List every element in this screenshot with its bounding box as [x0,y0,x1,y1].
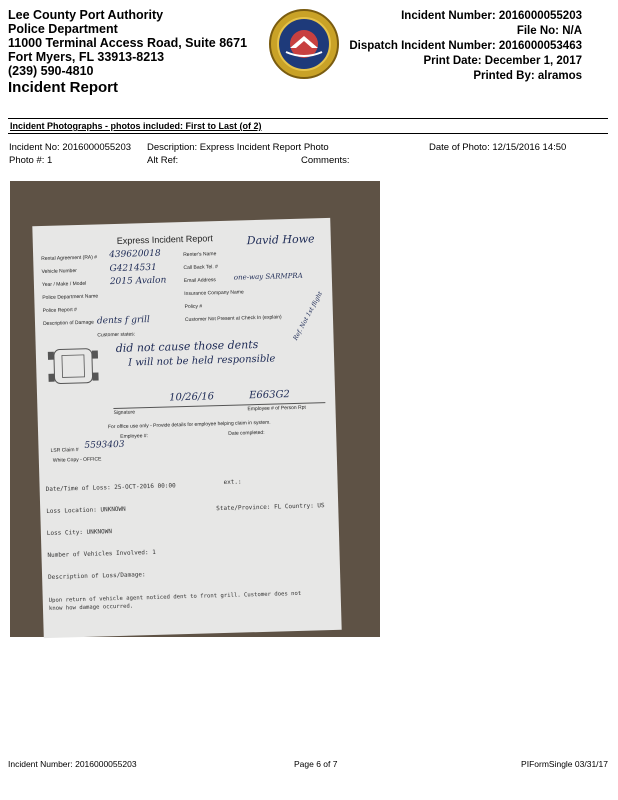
form-label-renter: Renter's Name [183,251,217,259]
form-white-copy: White Copy - OFFICE [52,456,102,464]
typed-description-label: Description of Loss/Damage: [48,571,146,581]
dispatch-incident-number: Dispatch Incident Number: 2016000053463 [349,40,582,52]
typed-loss-location: Loss Location: UNKNOWN [46,505,126,515]
typed-date-time: Date/Time of Loss: 25-OCT-2016 00:00 [45,482,176,493]
form-employee: Employee #: [120,433,149,440]
incident-number: Incident Number: 2016000055203 [401,10,582,22]
form-customer-states: Customer states: [97,331,136,339]
form-label-email: Email Address [183,277,216,285]
footer-incident-number: Incident Number: 2016000055203 [8,759,137,769]
form-customer-absent: Customer Not Present at Check In (explain) [184,314,282,324]
handwritten-date: 10/26/16 [169,391,215,404]
org-address: 11000 Terminal Access Road, Suite 8671 [8,36,248,50]
photo-number: Photo #: 1 [9,155,53,166]
handwritten-vehicle: G4214531 [109,262,157,275]
police-seal-logo [268,8,340,80]
print-date: Print Date: December 1, 2017 [423,55,582,67]
footer-form-id: PIFormSingle 03/31/17 [521,759,608,769]
typed-description-line-2: know how damage occurred. [48,603,134,612]
photo-comments: Comments: [301,155,350,166]
printed-by: Printed By: alramos [473,70,582,82]
report-meta [349,9,582,84]
file-number: File No: N/A [516,25,582,37]
form-employee-label: Employee # of Person Rpt [247,404,306,413]
handwritten-model: 2015 Avalon [109,275,167,288]
handwritten-side-note: Ref. Not 1st flight [292,290,325,342]
handwritten-statement-2: I will not be held responsible [128,353,276,369]
typed-vehicles: Number of Vehicles Involved: 1 [47,548,156,559]
form-signature-label: Signature [113,409,136,417]
section-title: Incident Photographs - photos included: First to Last (of 2) [10,121,262,131]
typed-ext: ext.: [223,478,242,486]
form-label-ra: Rental Agreement (RA) # [41,254,98,263]
report-title: Incident Report [8,79,119,96]
form-label-callback: Call Back Tel. # [183,264,218,272]
org-name: Lee County Port Authority [8,8,164,22]
photo-description: Description: Express Incident Report Photo [147,142,329,153]
vehicle-diagram-icon [46,342,101,389]
handwritten-employee-number: E663G2 [248,389,291,402]
form-label-damage: Description of Damage [42,319,94,327]
form-label-police-dept: Police Department Name [42,293,99,301]
photo-alt-ref: Alt Ref: [147,155,179,166]
typed-state-province: State/Province: FL Country: US [216,502,325,513]
handwritten-lsr: 5593403 [84,439,125,451]
form-label-insurance: Insurance Company Name [184,289,244,298]
handwritten-statement: did not cause those dents [115,337,259,355]
form-label-policy: Policy # [184,303,203,311]
handwritten-ra: 439620018 [109,248,161,261]
org-city: Fort Myers, FL 33913-8213 [8,50,165,64]
handwritten-email: one-way SARMPRA [233,271,303,282]
footer-page-number: Page 6 of 7 [294,759,338,769]
form-title: Express Incident Report [116,233,213,246]
handwritten-name: David Howe [246,232,315,248]
org-phone: (239) 590-4810 [8,64,94,78]
photographed-form [32,218,341,638]
form-office-use: For office use only - Provide details for employee helping claim in system. [107,419,271,431]
form-date-completed: Date completed: [228,429,265,437]
org-department: Police Department [8,22,118,36]
handwritten-damage: dents f grill [96,314,150,327]
typed-description-line-1: Upon return of vehicle agent noticed dent to front grill. Customer does not [48,590,302,604]
typed-loss-city: Loss City: UNKNOWN [46,528,112,537]
organization-block [8,8,247,97]
form-lsr-label: LSR Claim # [50,447,79,454]
form-label-vehicle: Vehicle Number [41,268,77,275]
form-label-police-report: Police Report # [42,307,77,314]
form-label-model: Year / Make / Model [41,280,87,288]
photo-date: Date of Photo: 12/15/2016 14:50 [429,142,567,153]
photo-incident-no: Incident No: 2016000055203 [9,142,132,153]
